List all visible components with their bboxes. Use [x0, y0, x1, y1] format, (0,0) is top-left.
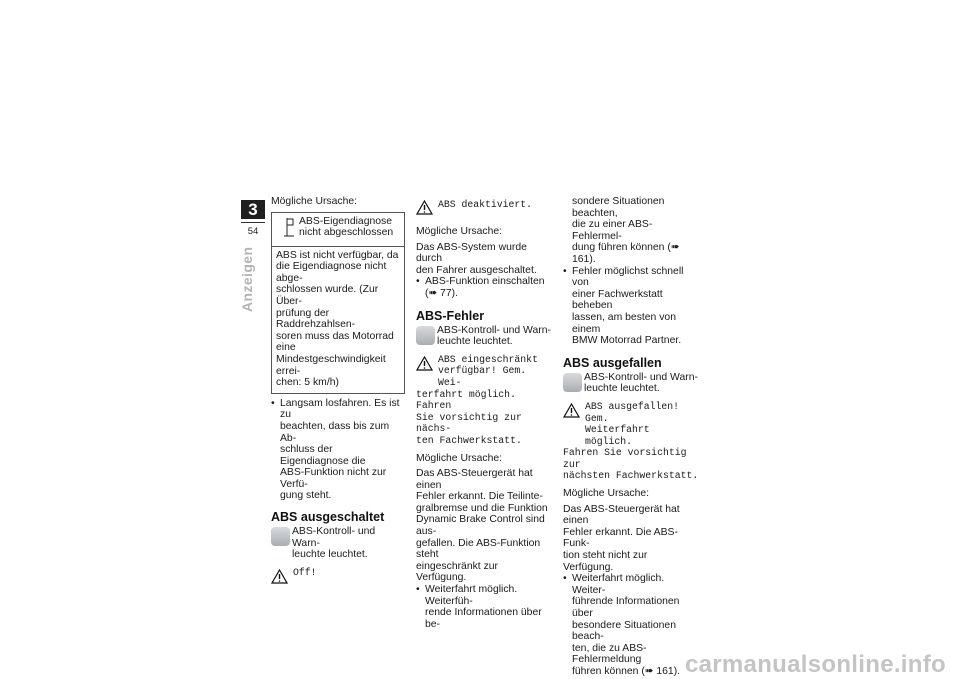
- bullet-line: ABS-Funktion nicht zur Verfü-: [280, 467, 387, 490]
- cause-text-line: Fehler erkannt. Die ABS-Funk-: [563, 526, 678, 550]
- bullet-item: [271, 398, 401, 502]
- chapter-tab: 3: [241, 200, 265, 219]
- bullet-line: führende Informationen über: [572, 596, 680, 619]
- continued-text-line: dung führen können (➠ 161).: [572, 242, 680, 265]
- bullet-line: (➠ 77).: [425, 287, 458, 299]
- bullet-item: [416, 276, 551, 299]
- bullet-line: • Weiterfahrt möglich. Weiterfüh-: [425, 584, 518, 607]
- bullet-line: gung steht.: [280, 490, 332, 502]
- section-heading: ABS-Fehler: [416, 308, 485, 323]
- box-top-line: ABS-Eigendiagnose: [299, 215, 393, 227]
- cause-label: Mögliche Ursache:: [416, 226, 503, 237]
- bullet-line: besondere Situationen beach-: [572, 619, 676, 643]
- warning-triangle-icon: [271, 569, 288, 588]
- bullet-line: führen können (➠ 161).: [572, 665, 681, 677]
- bullet-line: schluss der Eigendiagnose die: [280, 444, 366, 467]
- section-heading: ABS ausgefallen: [563, 355, 662, 370]
- bullet-line: • ABS-Funktion einschalten: [425, 276, 545, 288]
- cause-text-line: Fehler erkannt. Die Teilinte-: [416, 491, 543, 503]
- display-message-line: ten Fachwerkstatt.: [416, 434, 522, 446]
- display-message-line: ABS eingeschränkt: [438, 353, 538, 365]
- display-message-line: ABS ausgefallen! Gem.: [585, 400, 680, 424]
- cause-label: Mögliche Ursache:: [271, 196, 358, 207]
- continued-text-line: die zu einer ABS-Fehlermel-: [572, 219, 653, 242]
- lamp-text-line: ABS-Kontroll- und Warn-: [584, 371, 698, 383]
- cause-text-line: gralbremse und die Funktion: [416, 502, 548, 514]
- section-heading: ABS ausgeschaltet: [271, 510, 385, 525]
- box-text-line: schlossen wurde. (Zur Über-: [276, 284, 379, 307]
- bullet-line: • Fehler möglichst schnell von: [572, 265, 684, 289]
- bullet-line: beachten, dass bis zum Ab-: [280, 420, 390, 444]
- bullet-line: BMW Motorrad Partner.: [572, 335, 682, 347]
- lamp-text-line: leuchte leuchtet.: [584, 383, 660, 395]
- box-text-line: ABS ist nicht verfügbar, da: [276, 249, 399, 261]
- lamp-text-line: leuchte leuchtet.: [437, 336, 513, 348]
- abs-warning-lamp-icon: [563, 373, 582, 392]
- cause-text-line: eingeschränkt zur Verfügung.: [416, 560, 499, 584]
- display-message: Off!: [293, 566, 317, 578]
- cause-label: Mögliche Ursache:: [563, 488, 650, 500]
- display-message: ABS deaktiviert.: [438, 199, 533, 210]
- bullet-item: [563, 573, 700, 677]
- warning-triangle-icon: [416, 356, 433, 375]
- chapter-divider: [241, 222, 265, 223]
- cause-text-line: tion steht nicht zur Verfügung.: [563, 550, 648, 573]
- lamp-text-line: ABS-Kontroll- und Warn-: [437, 324, 551, 336]
- box-text-line: chen: 5 km/h): [276, 377, 339, 389]
- warning-triangle-icon: [416, 200, 433, 219]
- cause-text-line: den Fahrer ausgeschaltet.: [416, 264, 537, 276]
- cause-text-line: Das ABS-Steuergerät hat einen: [563, 503, 680, 527]
- bullet-item: [563, 266, 700, 347]
- display-message-line: Sie vorsichtig zur nächs-: [416, 411, 522, 435]
- cause-text-line: Das ABS-Steuergerät hat einen: [416, 468, 533, 491]
- display-message-line: terfahrt möglich. Fahren: [416, 388, 516, 412]
- box-text-line: Mindestgeschwindigkeit errei-: [276, 353, 386, 377]
- section-label: Anzeigen: [239, 246, 255, 312]
- cause-text-line: gefallen. Die ABS-Funktion steht: [416, 537, 541, 561]
- display-message-line: Weiterfahrt möglich.: [585, 424, 650, 447]
- watermark-logo[interactable]: carmanualsonline.info: [684, 651, 946, 679]
- bullet-line: rende Informationen über be-: [425, 607, 542, 630]
- box-text-line: prüfung der Raddrehzahlsen-: [276, 307, 356, 331]
- diagnose-flag-icon: [283, 216, 295, 242]
- box-text-line: soren muss das Motorrad eine: [276, 330, 394, 354]
- column-1: [271, 196, 401, 589]
- abs-warning-lamp-icon: [416, 326, 435, 345]
- bullet-line: einer Fachwerkstatt beheben: [572, 288, 663, 312]
- column-3: [563, 196, 700, 678]
- page-number: 54: [247, 226, 259, 237]
- bullet-line: • Weiterfahrt möglich. Weiter-: [572, 573, 665, 596]
- display-message-line: nächsten Fachwerkstatt.: [563, 470, 699, 482]
- cause-text-line: Dynamic Brake Control sind aus-: [416, 514, 545, 538]
- display-message-line: Fahren Sie vorsichtig zur: [563, 447, 687, 470]
- bullet-item: [416, 584, 551, 630]
- display-message-line: verfügbar! Gem. Wei-: [438, 365, 527, 388]
- continued-text-line: sondere Situationen beachten,: [572, 196, 665, 219]
- bullet-line: ten, die zu ABS-Fehlermeldung: [572, 642, 647, 666]
- bullet-line: • Langsam losfahren. Es ist zu: [280, 397, 400, 421]
- cause-label: Mögliche Ursache:: [416, 452, 503, 464]
- column-2: [416, 196, 551, 630]
- cause-text-line: Das ABS-System wurde durch: [416, 241, 527, 265]
- box-text-line: die Eigendiagnose nicht abge-: [276, 261, 387, 284]
- info-box: [271, 212, 405, 394]
- lamp-text-line: ABS-Kontroll- und Warn-: [292, 526, 376, 549]
- box-top-line: nicht abgeschlossen: [299, 227, 394, 239]
- lamp-text-line: leuchte leuchtet.: [292, 549, 368, 561]
- bullet-line: lassen, am besten von einem: [572, 311, 676, 335]
- warning-triangle-icon: [563, 403, 580, 422]
- abs-warning-lamp-icon: [271, 527, 290, 546]
